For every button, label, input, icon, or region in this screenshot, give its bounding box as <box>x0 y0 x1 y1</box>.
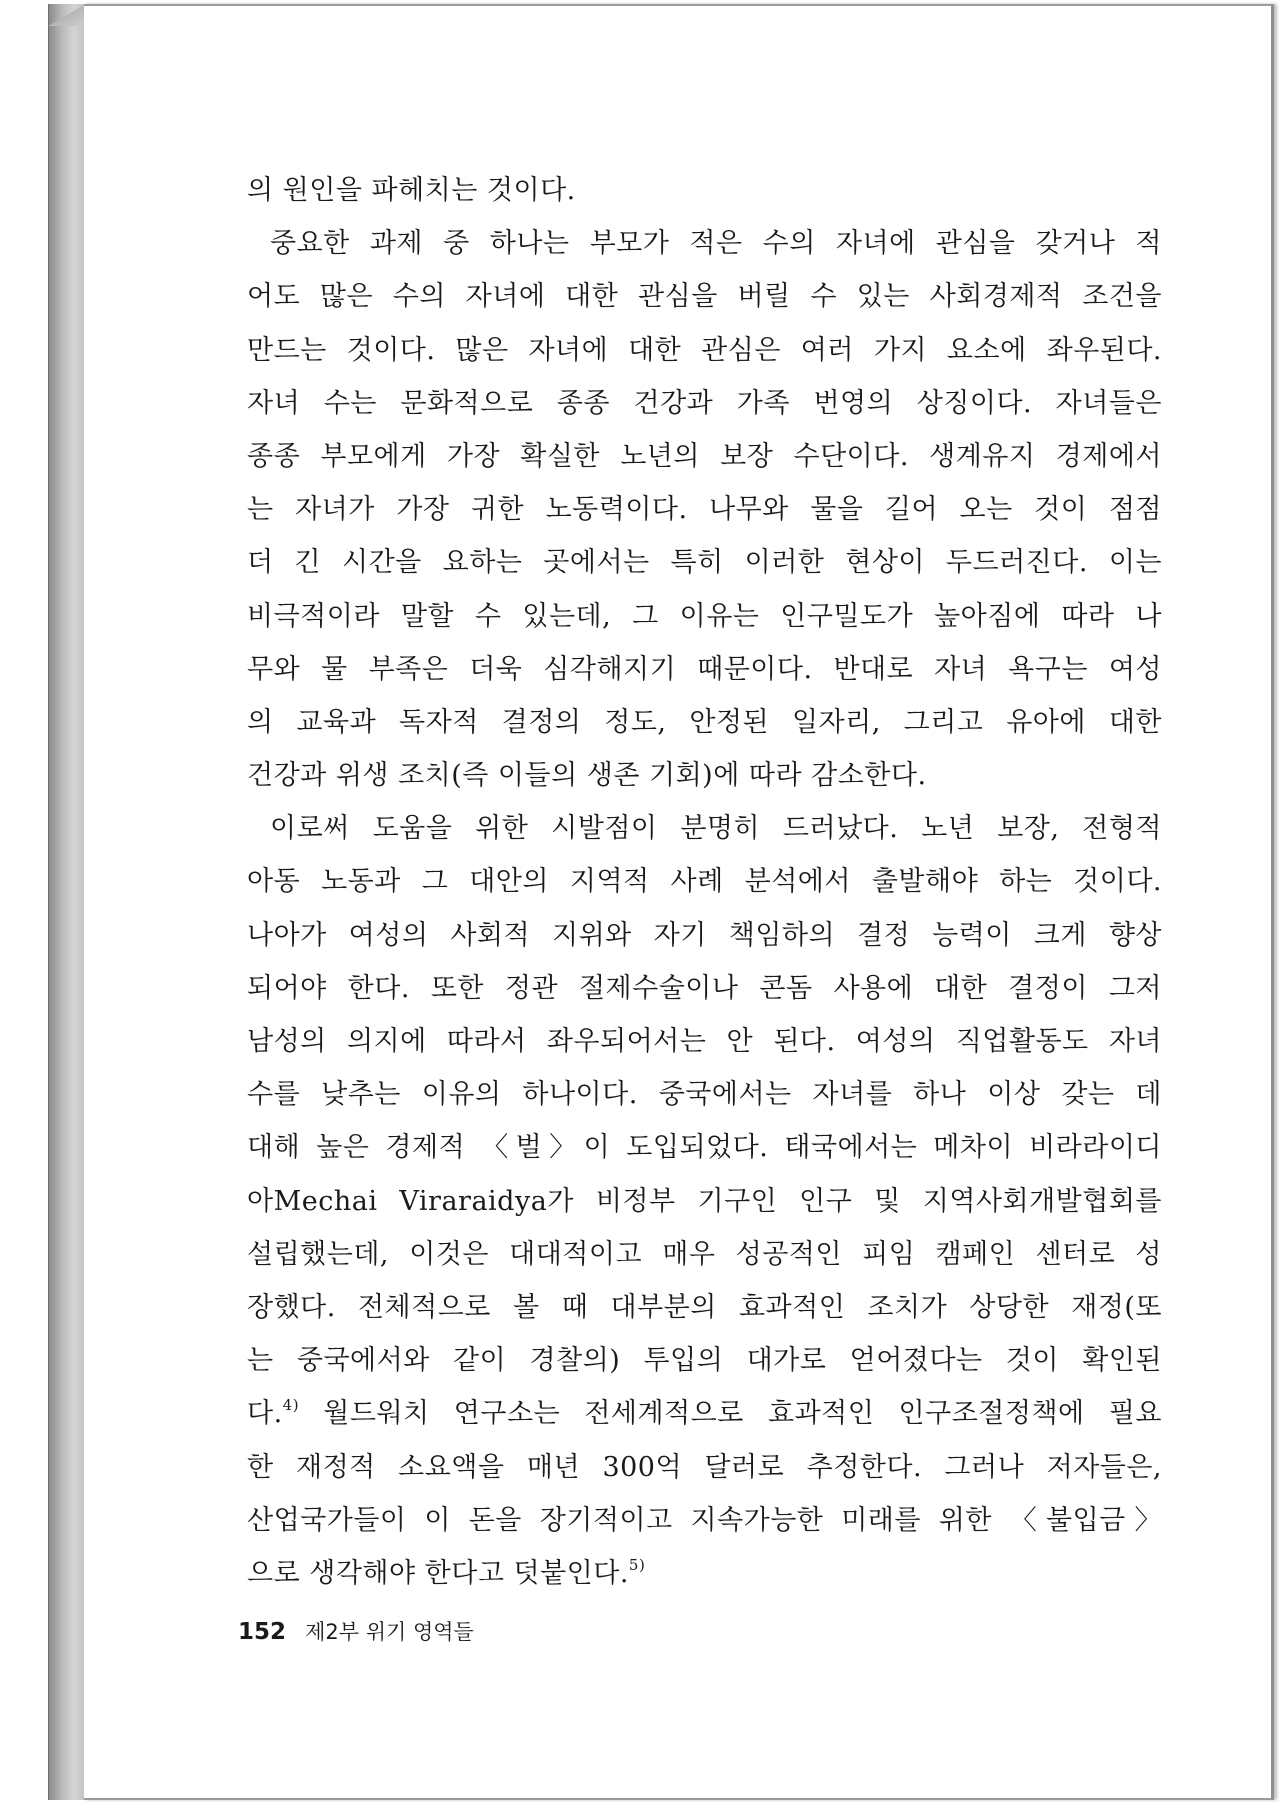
text-line-with-footnote <box>247 1387 1162 1440</box>
text-line: 되어야 한다. 또한 정관 절제수술이나 콘돔 사용에 대한 결정이 그저 <box>247 972 1162 1004</box>
text-line: 수를 낮추는 이유의 하나이다. 중국에서는 자녀를 하나 이상 갖는 데 <box>247 1079 1162 1111</box>
text-line: 의 교육과 독자적 결정의 정도, 안정된 일자리, 그리고 유아에 대한 <box>247 706 1162 738</box>
text-line: 아Mechai Viraraidya가 비정부 기구인 인구 및 지역사회개발협회를 <box>247 1185 1162 1217</box>
text-line: 나아가 여성의 사회적 지위와 자기 책임하의 결정 능력이 크게 향상 <box>247 919 1162 951</box>
text-line: 더 긴 시간을 요하는 곳에서는 특히 이러한 현상이 두드러진다. 이는 <box>247 547 1162 579</box>
text-line: 남성의 의지에 따라서 좌우되어서는 안 된다. 여성의 직업활동도 자녀 <box>247 1026 1162 1057</box>
text-line: 산업국가들이 이 돈을 장기적이고 지속가능한 미래를 위한 〈불입금〉 <box>247 1504 1162 1536</box>
book-page-edges <box>48 4 85 1800</box>
text-line: 의 원인을 파헤치는 것이다. <box>247 175 576 206</box>
page-number: 152 <box>238 1619 287 1645</box>
line-start: 다. <box>247 1398 283 1430</box>
page-footer <box>238 1616 474 1646</box>
text-line: 설립했는데, 이것은 대대적이고 매우 성공적인 피임 캠페인 센터로 성 <box>247 1238 1162 1270</box>
text-line: 비극적이라 말할 수 있는데, 그 이유는 인구밀도가 높아짐에 따라 나 <box>247 600 1162 632</box>
text-line: 는 중국에서와 같이 경찰의) 투입의 대가로 얻어졌다는 것이 확인된 <box>247 1345 1162 1377</box>
text-line: 어도 많은 수의 자녀에 대한 관심을 버릴 수 있는 사회경제적 조건을 <box>247 281 1162 313</box>
text-line: 대해 높은 경제적 〈벌〉이 도입되었다. 태국에서는 메차이 비라라이디 <box>247 1132 1162 1164</box>
text-line: 이로써 도움을 위한 시발점이 분명히 드러났다. 노년 보장, 전형적 <box>270 813 1162 845</box>
text-line-with-footnote <box>247 1547 1162 1600</box>
line-text: 으로 생각해야 한다고 덧붙인다. <box>247 1557 629 1589</box>
footnote-ref: 4) <box>282 1396 300 1415</box>
text-line: 자녀 수는 문화적으로 종종 건강과 가족 번영의 상징이다. 자녀들은 <box>247 387 1162 419</box>
text-line: 는 자녀가 가장 귀한 노동력이다. 나무와 물을 길어 오는 것이 점점 <box>247 494 1162 526</box>
text-line: 중요한 과제 중 하나는 부모가 적은 수의 자녀에 관심을 갖거나 적 <box>270 228 1162 260</box>
text-line: 아동 노동과 그 대안의 지역적 사례 분석에서 출발해야 하는 것이다. <box>247 866 1162 898</box>
footnote-ref: 5) <box>628 1555 646 1574</box>
body-text <box>247 164 1162 1600</box>
text-line: 장했다. 전체적으로 볼 때 대부분의 효과적인 조치가 상당한 재정(또 <box>247 1291 1162 1323</box>
text-line: 건강과 위생 조치(즉 이들의 생존 기회)에 따라 감소한다. <box>247 760 927 792</box>
text-line: 만드는 것이다. 많은 자녀에 대한 관심은 여러 가지 요소에 좌우된다. <box>247 334 1162 366</box>
text-line: 무와 물 부족은 더욱 심각해지기 때문이다. 반대로 자녀 욕구는 여성 <box>247 653 1162 685</box>
running-head: 제2부 위기 영역들 <box>305 1620 474 1644</box>
text-line: 종종 부모에게 가장 확실한 노년의 보장 수단이다. 생계유지 경제에서 <box>247 440 1162 472</box>
line-end: 월드워치 연구소는 전세계적으로 효과적인 인구조절정책에 필요 <box>323 1398 1162 1430</box>
text-line: 한 재정적 소요액을 매년 300억 달러로 추정한다. 그러나 저자들은, <box>247 1451 1162 1483</box>
